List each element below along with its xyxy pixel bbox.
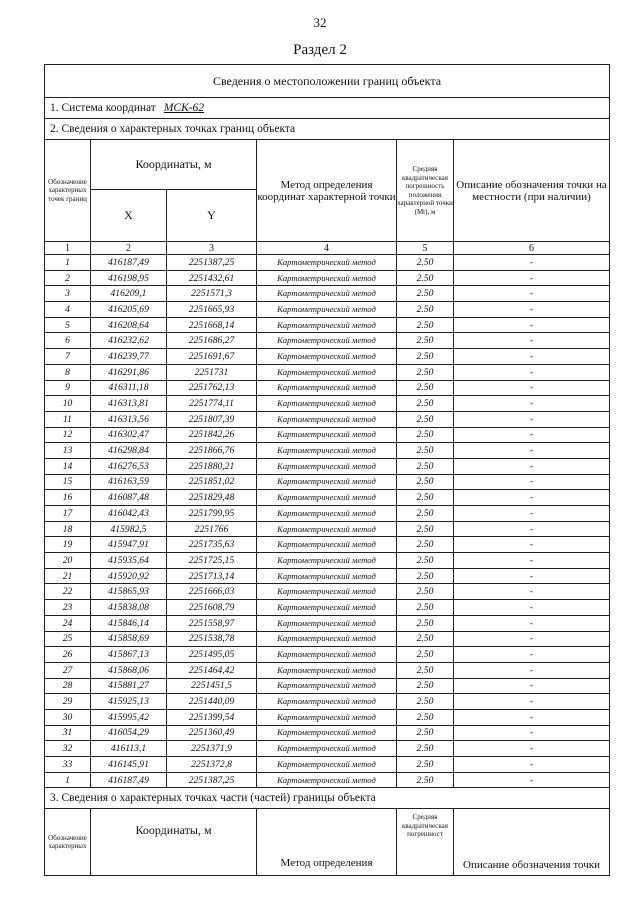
cell-precision: 2.50 bbox=[397, 474, 454, 490]
cell-method: Картометрический метод bbox=[257, 349, 397, 365]
cell-y-coordinate: 2251665,93 bbox=[167, 302, 257, 318]
cell-description: - bbox=[454, 521, 610, 537]
cell-method: Картометрический метод bbox=[257, 506, 397, 522]
cell-precision: 2.50 bbox=[397, 741, 454, 757]
column-number: 3 bbox=[167, 242, 257, 255]
partial-header-description: Описание обозначения точки bbox=[454, 809, 610, 876]
table-row bbox=[45, 553, 610, 569]
table-row bbox=[45, 584, 610, 600]
section-title: Раздел 2 bbox=[293, 42, 347, 58]
cell-point-number: 32 bbox=[45, 741, 91, 757]
cell-method: Картометрический метод bbox=[257, 333, 397, 349]
cell-precision: 2.50 bbox=[397, 537, 454, 553]
cell-y-coordinate: 2251558,97 bbox=[167, 615, 257, 631]
cell-y-coordinate: 2251608,79 bbox=[167, 600, 257, 616]
cell-description: - bbox=[454, 600, 610, 616]
cell-y-coordinate: 2251774,11 bbox=[167, 396, 257, 412]
cell-precision: 2.50 bbox=[397, 270, 454, 286]
cell-x-coordinate: 416313,81 bbox=[91, 396, 167, 412]
cell-method: Картометрический метод bbox=[257, 396, 397, 412]
header-coordinates: Координаты, м bbox=[91, 140, 257, 190]
cell-method: Картометрический метод bbox=[257, 490, 397, 506]
cell-x-coordinate: 416313,56 bbox=[91, 411, 167, 427]
table-row bbox=[45, 286, 610, 302]
boundary-points-table bbox=[44, 64, 610, 876]
cell-description: - bbox=[454, 615, 610, 631]
table-row bbox=[45, 317, 610, 333]
header-precision: Средняя квадратическая погрешность положения характерной точки (Mt), м bbox=[397, 140, 454, 242]
cell-description: - bbox=[454, 255, 610, 271]
cell-method: Картометрический метод bbox=[257, 725, 397, 741]
cell-point-number: 2 bbox=[45, 270, 91, 286]
cell-description: - bbox=[454, 568, 610, 584]
cell-precision: 2.50 bbox=[397, 427, 454, 443]
cell-point-number: 23 bbox=[45, 600, 91, 616]
cell-description: - bbox=[454, 302, 610, 318]
cell-precision: 2.50 bbox=[397, 490, 454, 506]
cell-method: Картометрический метод bbox=[257, 631, 397, 647]
cell-precision: 2.50 bbox=[397, 553, 454, 569]
cell-x-coordinate: 415935,64 bbox=[91, 553, 167, 569]
table-row bbox=[45, 678, 610, 694]
cell-precision: 2.50 bbox=[397, 600, 454, 616]
cell-precision: 2.50 bbox=[397, 380, 454, 396]
column-number: 2 bbox=[91, 242, 167, 255]
cell-description: - bbox=[454, 474, 610, 490]
cell-y-coordinate: 2251387,25 bbox=[167, 255, 257, 271]
table-row bbox=[45, 615, 610, 631]
column-number: 4 bbox=[257, 242, 397, 255]
cell-point-number: 20 bbox=[45, 553, 91, 569]
cell-method: Картометрический метод bbox=[257, 537, 397, 553]
table-row bbox=[45, 443, 610, 459]
header-description: Описание обозначения точки на местности (при наличии) bbox=[454, 140, 610, 242]
cell-method: Картометрический метод bbox=[257, 694, 397, 710]
cell-method: Картометрический метод bbox=[257, 741, 397, 757]
cell-point-number: 16 bbox=[45, 490, 91, 506]
cell-point-number: 1 bbox=[45, 255, 91, 271]
cell-y-coordinate: 2251440,09 bbox=[167, 694, 257, 710]
cell-x-coordinate: 416311,18 bbox=[91, 380, 167, 396]
cell-y-coordinate: 2251538,78 bbox=[167, 631, 257, 647]
cell-method: Картометрический метод bbox=[257, 615, 397, 631]
table-row bbox=[45, 772, 610, 788]
cell-x-coordinate: 415865,93 bbox=[91, 584, 167, 600]
cell-precision: 2.50 bbox=[397, 333, 454, 349]
cell-precision: 2.50 bbox=[397, 458, 454, 474]
cell-method: Картометрический метод bbox=[257, 647, 397, 663]
cell-x-coordinate: 415868,06 bbox=[91, 662, 167, 678]
table-row bbox=[45, 458, 610, 474]
table-row bbox=[45, 474, 610, 490]
cell-y-coordinate: 2251762,13 bbox=[167, 380, 257, 396]
cell-description: - bbox=[454, 411, 610, 427]
cell-x-coordinate: 415982,5 bbox=[91, 521, 167, 537]
cell-x-coordinate: 416232,62 bbox=[91, 333, 167, 349]
cell-precision: 2.50 bbox=[397, 615, 454, 631]
table-row bbox=[45, 521, 610, 537]
cell-point-number: 24 bbox=[45, 615, 91, 631]
cell-x-coordinate: 416291,86 bbox=[91, 364, 167, 380]
cell-method: Картометрический метод bbox=[257, 600, 397, 616]
cell-description: - bbox=[454, 396, 610, 412]
cell-x-coordinate: 416205,69 bbox=[91, 302, 167, 318]
cell-method: Картометрический метод bbox=[257, 678, 397, 694]
cell-x-coordinate: 416054,29 bbox=[91, 725, 167, 741]
cell-x-coordinate: 416087,48 bbox=[91, 490, 167, 506]
cell-precision: 2.50 bbox=[397, 678, 454, 694]
cell-description: - bbox=[454, 631, 610, 647]
cell-precision: 2.50 bbox=[397, 757, 454, 773]
cell-point-number: 1 bbox=[45, 772, 91, 788]
cell-point-number: 6 bbox=[45, 333, 91, 349]
cell-point-number: 30 bbox=[45, 709, 91, 725]
cell-description: - bbox=[454, 678, 610, 694]
cell-point-number: 14 bbox=[45, 458, 91, 474]
cell-precision: 2.50 bbox=[397, 317, 454, 333]
cell-method: Картометрический метод bbox=[257, 380, 397, 396]
cell-y-coordinate: 2251807,39 bbox=[167, 411, 257, 427]
cell-point-number: 25 bbox=[45, 631, 91, 647]
cell-x-coordinate: 415947,91 bbox=[91, 537, 167, 553]
cell-point-number: 7 bbox=[45, 349, 91, 365]
cell-x-coordinate: 416276,53 bbox=[91, 458, 167, 474]
table-row bbox=[45, 757, 610, 773]
cell-x-coordinate: 415925,13 bbox=[91, 694, 167, 710]
cell-precision: 2.50 bbox=[397, 709, 454, 725]
cell-x-coordinate: 415838,08 bbox=[91, 600, 167, 616]
cell-precision: 2.50 bbox=[397, 772, 454, 788]
cell-precision: 2.50 bbox=[397, 349, 454, 365]
cell-point-number: 17 bbox=[45, 506, 91, 522]
table-row bbox=[45, 427, 610, 443]
table-row bbox=[45, 411, 610, 427]
cell-point-number: 3 bbox=[45, 286, 91, 302]
header-method: Метод определения координат характерной точки bbox=[257, 140, 397, 242]
cell-description: - bbox=[454, 333, 610, 349]
header-point-designation: Обозначение характерных точек границ bbox=[45, 140, 91, 242]
column-number: 5 bbox=[397, 242, 454, 255]
cell-y-coordinate: 2251686,27 bbox=[167, 333, 257, 349]
table-row bbox=[45, 647, 610, 663]
cell-point-number: 5 bbox=[45, 317, 91, 333]
cell-x-coordinate: 416209,1 bbox=[91, 286, 167, 302]
cell-method: Картометрический метод bbox=[257, 270, 397, 286]
cell-point-number: 21 bbox=[45, 568, 91, 584]
cell-y-coordinate: 2251866,76 bbox=[167, 443, 257, 459]
cell-description: - bbox=[454, 725, 610, 741]
partial-header-precision: Средняя квадратическая погрешност bbox=[397, 809, 454, 876]
subsection-2-title: 2. Сведения о характерных точках границ объекта bbox=[45, 119, 610, 140]
cell-y-coordinate: 2251432,61 bbox=[167, 270, 257, 286]
cell-description: - bbox=[454, 662, 610, 678]
cell-x-coordinate: 415995,42 bbox=[91, 709, 167, 725]
cell-method: Картометрический метод bbox=[257, 757, 397, 773]
cell-x-coordinate: 416145,91 bbox=[91, 757, 167, 773]
table-row bbox=[45, 631, 610, 647]
cell-point-number: 10 bbox=[45, 396, 91, 412]
cell-method: Картометрический метод bbox=[257, 662, 397, 678]
cell-x-coordinate: 416113,1 bbox=[91, 741, 167, 757]
cell-description: - bbox=[454, 757, 610, 773]
cell-y-coordinate: 2251880,21 bbox=[167, 458, 257, 474]
cell-description: - bbox=[454, 317, 610, 333]
cell-description: - bbox=[454, 349, 610, 365]
cell-y-coordinate: 2251713,14 bbox=[167, 568, 257, 584]
cell-x-coordinate: 415846,14 bbox=[91, 615, 167, 631]
table-row bbox=[45, 364, 610, 380]
cell-precision: 2.50 bbox=[397, 662, 454, 678]
header-y: Y bbox=[167, 190, 257, 242]
cell-y-coordinate: 2251842,26 bbox=[167, 427, 257, 443]
cell-y-coordinate: 2251360,49 bbox=[167, 725, 257, 741]
cell-y-coordinate: 2251668,14 bbox=[167, 317, 257, 333]
cell-point-number: 29 bbox=[45, 694, 91, 710]
cell-point-number: 26 bbox=[45, 647, 91, 663]
cell-y-coordinate: 2251387,25 bbox=[167, 772, 257, 788]
coord-system-value: МСК-62 bbox=[163, 102, 205, 114]
coord-system-row bbox=[45, 98, 610, 119]
cell-description: - bbox=[454, 458, 610, 474]
cell-y-coordinate: 2251464,42 bbox=[167, 662, 257, 678]
cell-point-number: 27 bbox=[45, 662, 91, 678]
cell-description: - bbox=[454, 709, 610, 725]
cell-x-coordinate: 416298,84 bbox=[91, 443, 167, 459]
cell-description: - bbox=[454, 553, 610, 569]
cell-point-number: 31 bbox=[45, 725, 91, 741]
cell-precision: 2.50 bbox=[397, 521, 454, 537]
table-row bbox=[45, 333, 610, 349]
cell-description: - bbox=[454, 741, 610, 757]
cell-y-coordinate: 2251666,03 bbox=[167, 584, 257, 600]
cell-x-coordinate: 416208,64 bbox=[91, 317, 167, 333]
table-row bbox=[45, 741, 610, 757]
cell-method: Картометрический метод bbox=[257, 286, 397, 302]
table-row bbox=[45, 537, 610, 553]
cell-point-number: 22 bbox=[45, 584, 91, 600]
cell-y-coordinate: 2251372,8 bbox=[167, 757, 257, 773]
cell-precision: 2.50 bbox=[397, 506, 454, 522]
cell-method: Картометрический метод bbox=[257, 458, 397, 474]
table-row bbox=[45, 380, 610, 396]
page-number: 32 bbox=[313, 15, 327, 30]
cell-description: - bbox=[454, 286, 610, 302]
cell-method: Картометрический метод bbox=[257, 364, 397, 380]
cell-method: Картометрический метод bbox=[257, 317, 397, 333]
cell-x-coordinate: 415920,92 bbox=[91, 568, 167, 584]
cell-y-coordinate: 2251829,48 bbox=[167, 490, 257, 506]
cell-precision: 2.50 bbox=[397, 725, 454, 741]
cell-description: - bbox=[454, 364, 610, 380]
coord-system-label: 1. Система координат bbox=[50, 102, 156, 114]
cell-precision: 2.50 bbox=[397, 647, 454, 663]
cell-y-coordinate: 2251571,3 bbox=[167, 286, 257, 302]
cell-point-number: 12 bbox=[45, 427, 91, 443]
cell-x-coordinate: 416302,47 bbox=[91, 427, 167, 443]
table-row bbox=[45, 506, 610, 522]
cell-description: - bbox=[454, 506, 610, 522]
cell-x-coordinate: 416239,77 bbox=[91, 349, 167, 365]
cell-y-coordinate: 2251495,05 bbox=[167, 647, 257, 663]
cell-description: - bbox=[454, 270, 610, 286]
table-row bbox=[45, 302, 610, 318]
column-number: 1 bbox=[45, 242, 91, 255]
cell-precision: 2.50 bbox=[397, 396, 454, 412]
column-numbers-row bbox=[45, 242, 610, 255]
cell-method: Картометрический метод bbox=[257, 255, 397, 271]
cell-description: - bbox=[454, 490, 610, 506]
partial-header-coordinates: Координаты, м bbox=[91, 809, 257, 876]
cell-description: - bbox=[454, 694, 610, 710]
table-row bbox=[45, 270, 610, 286]
table-row bbox=[45, 490, 610, 506]
cell-precision: 2.50 bbox=[397, 411, 454, 427]
column-number: 6 bbox=[454, 242, 610, 255]
cell-precision: 2.50 bbox=[397, 302, 454, 318]
cell-description: - bbox=[454, 772, 610, 788]
cell-point-number: 19 bbox=[45, 537, 91, 553]
cell-y-coordinate: 2251735,63 bbox=[167, 537, 257, 553]
cell-method: Картометрический метод bbox=[257, 553, 397, 569]
cell-x-coordinate: 415881,27 bbox=[91, 678, 167, 694]
cell-y-coordinate: 2251371,9 bbox=[167, 741, 257, 757]
cell-method: Картометрический метод bbox=[257, 584, 397, 600]
cell-method: Картометрический метод bbox=[257, 411, 397, 427]
cell-precision: 2.50 bbox=[397, 364, 454, 380]
cell-point-number: 28 bbox=[45, 678, 91, 694]
cell-y-coordinate: 2251799,95 bbox=[167, 506, 257, 522]
cell-y-coordinate: 2251766 bbox=[167, 521, 257, 537]
cell-x-coordinate: 416187,49 bbox=[91, 255, 167, 271]
cell-method: Картометрический метод bbox=[257, 772, 397, 788]
table-row bbox=[45, 600, 610, 616]
cell-point-number: 8 bbox=[45, 364, 91, 380]
table-row bbox=[45, 349, 610, 365]
cell-point-number: 4 bbox=[45, 302, 91, 318]
cell-method: Картометрический метод bbox=[257, 709, 397, 725]
cell-x-coordinate: 416042,43 bbox=[91, 506, 167, 522]
cell-x-coordinate: 416163,59 bbox=[91, 474, 167, 490]
table-row bbox=[45, 396, 610, 412]
cell-method: Картометрический метод bbox=[257, 521, 397, 537]
cell-point-number: 9 bbox=[45, 380, 91, 396]
cell-point-number: 11 bbox=[45, 411, 91, 427]
cell-precision: 2.50 bbox=[397, 255, 454, 271]
cell-description: - bbox=[454, 380, 610, 396]
table-row bbox=[45, 709, 610, 725]
cell-precision: 2.50 bbox=[397, 568, 454, 584]
header-x: X bbox=[91, 190, 167, 242]
cell-point-number: 15 bbox=[45, 474, 91, 490]
info-title: Сведения о местоположении границ объекта bbox=[45, 65, 610, 98]
table-row bbox=[45, 725, 610, 741]
table-row bbox=[45, 694, 610, 710]
cell-precision: 2.50 bbox=[397, 286, 454, 302]
cell-x-coordinate: 415858,69 bbox=[91, 631, 167, 647]
cell-description: - bbox=[454, 427, 610, 443]
cell-precision: 2.50 bbox=[397, 631, 454, 647]
cell-x-coordinate: 416187,49 bbox=[91, 772, 167, 788]
cell-description: - bbox=[454, 584, 610, 600]
cell-precision: 2.50 bbox=[397, 584, 454, 600]
cell-precision: 2.50 bbox=[397, 694, 454, 710]
partial-header-point-designation: Обозначение характерных bbox=[45, 809, 91, 876]
cell-x-coordinate: 416198,95 bbox=[91, 270, 167, 286]
cell-point-number: 13 bbox=[45, 443, 91, 459]
cell-method: Картометрический метод bbox=[257, 302, 397, 318]
cell-method: Картометрический метод bbox=[257, 568, 397, 584]
cell-method: Картометрический метод bbox=[257, 474, 397, 490]
cell-description: - bbox=[454, 443, 610, 459]
cell-method: Картометрический метод bbox=[257, 443, 397, 459]
subsection-3-title: 3. Сведения о характерных точках части (частей) границы объекта bbox=[45, 788, 610, 809]
cell-method: Картометрический метод bbox=[257, 427, 397, 443]
cell-x-coordinate: 415867,13 bbox=[91, 647, 167, 663]
partial-header-method: Метод определения bbox=[257, 809, 397, 876]
table-row bbox=[45, 568, 610, 584]
cell-y-coordinate: 2251851,02 bbox=[167, 474, 257, 490]
cell-precision: 2.50 bbox=[397, 443, 454, 459]
cell-y-coordinate: 2251691,67 bbox=[167, 349, 257, 365]
table-row bbox=[45, 255, 610, 271]
cell-description: - bbox=[454, 647, 610, 663]
cell-point-number: 33 bbox=[45, 757, 91, 773]
cell-y-coordinate: 2251725,15 bbox=[167, 553, 257, 569]
cell-description: - bbox=[454, 537, 610, 553]
cell-y-coordinate: 2251451,5 bbox=[167, 678, 257, 694]
cell-y-coordinate: 2251731 bbox=[167, 364, 257, 380]
table-row bbox=[45, 662, 610, 678]
cell-point-number: 18 bbox=[45, 521, 91, 537]
cell-y-coordinate: 2251399,54 bbox=[167, 709, 257, 725]
